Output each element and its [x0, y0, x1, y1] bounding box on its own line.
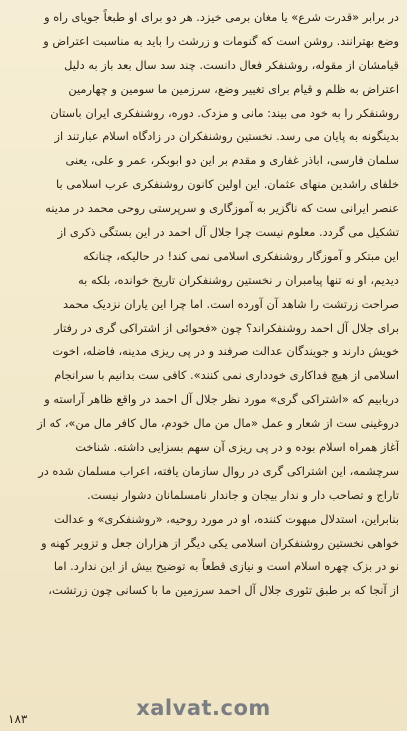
- text-line: عنصر ایرانی ست که ناگزیر به آموزگاری و سرپرستی روحی محمد در مدینه: [45, 201, 399, 216]
- text-line: آغاز همراه اسلام بوده و در پی ریزی آن سهم بسزایی داشته. شناخت: [75, 440, 399, 455]
- text-line: در برابر «قدرت شرع» یا مغان برمی خیزد. هر دو برای او طبعاً جویای راه و: [44, 10, 399, 24]
- text-line: نو در بزک چهره اسلام است و نیازی قطعاً به توضیح بیش از این ندارد. اما: [53, 559, 399, 574]
- text-line: سرچشمه، این اشتراکی گری در روال سازمان یافته، اعراب مسلمان شده در: [38, 463, 399, 478]
- text-line: بدینگونه به پایان می رسد. نخستین روشنفکران در زادگاه اسلام عبارتند از: [54, 129, 399, 144]
- body-text: [12, 6, 399, 603]
- text-line: تشکیل می گردد. معلوم نیست چرا جلال آل احمد در این بستگی ذکری از: [57, 225, 399, 240]
- text-line: خویش دارند و جویندگان عدالت صرفند و در پی ریزی مدینه، فاضله، اخوت: [52, 344, 399, 359]
- text-line: برای جلال آل احمد روشنفکراند؟ چون «فحوائی از اشتراکی گری در رفتار: [54, 320, 399, 335]
- text-line: این مبتکر و آموزگار روشنفکری اسلامی نمی کند! در حالیکه، چنانکه: [83, 248, 399, 263]
- text-line: دریابیم که «اشتراکی گری» مورد نظر جلال آل احمد در واقع ظاهر آراسته و: [44, 392, 399, 407]
- text-line: روشنفکر را به خود می بیند: مانی و مزدک. دوره، روشنفکری ایران باستان: [50, 105, 399, 120]
- text-line: بنابراین، استدلال مبهوت کننده، او در مورد روحیه، «روشنفکری» و عدالت: [54, 511, 399, 526]
- text-line: صراحت زرتشت را شاهد آن آورده است. اما چرا این یاران نزدیک محمد: [62, 296, 399, 311]
- text-line: تاراج و تصاحب دار و ندار بیجان و جاندار نامسلمانان دشوار نیست.: [87, 487, 399, 502]
- text-line: خلفای راشدین منهای عثمان. این اولین کانون روشنفکری عرب اسلامی با: [56, 177, 399, 192]
- text-line: وضع بهترانند. روشن است که گنومات و زرشت را باید به مناسبت اعتراض و: [43, 33, 399, 48]
- text-line: سلمان فارسی، اباذر غفاری و مقدم بر این دو ابوبکر، عمر و علی، یعنی: [65, 153, 399, 168]
- text-line: اسلامی از هیچ فداکاری خودداری نمی کنند». کافی ست بدانیم با سرانجام: [54, 368, 399, 383]
- text-line: قیامشان از مقوله، روشنفکر فعال دانست. چند سد سال بعد باز به دلیل: [64, 57, 399, 72]
- text-line: اعتراض به ظلم و قیام برای تغییر وضع، سرزمین ما سومین و چهارمین: [68, 81, 399, 96]
- watermark: xalvat.com: [136, 696, 271, 720]
- page-number: ۱۸۳: [8, 712, 28, 726]
- text-line: دیدیم، او نه تنها پیامبران ر نخستین روشنفکران تاریخ خوانده، بلکه به: [78, 272, 399, 287]
- text-line: از آنجا که بر طبق تئوری جلال آل احمد سرزمین ما با کسانی چون زرتشت،: [48, 583, 399, 598]
- text-line: خواهی نخستین روشنفکران اسلامی یکی دیگر از هزاران جعل و تزویر کهنه و: [41, 535, 399, 550]
- text-line: دروغینی ست از شعار و عمل «مال من مال خودم، مال کافر مال من»، که از: [37, 416, 399, 431]
